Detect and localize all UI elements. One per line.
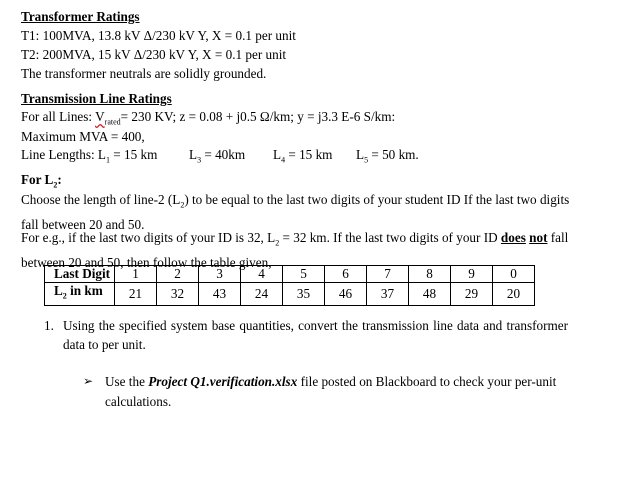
digit-cell: 0 [493,266,535,283]
v-rated: $V_{rated}$ [95,109,121,127]
length-cell: 29 [451,283,493,306]
lengths-label: Line Lengths: [21,147,98,162]
file-name: Project Q1.verification.xlsx [148,374,298,389]
length-cell: 32 [157,283,199,306]
table-row-digits [45,266,535,283]
digit-cell: 9 [451,266,493,283]
transformer-heading: Transformer Ratings [21,9,140,24]
line-lengths [21,147,157,165]
row-label-last-digit: Last Digit [45,266,115,283]
transformer-note: The transformer neutrals are solidly grounded. [21,66,267,81]
length-cell: 48 [409,283,451,306]
line-heading: Transmission Line Ratings [21,91,172,106]
l3: $L_3 = 40km$ [189,147,246,165]
digit-cell: 5 [283,266,325,283]
question-number: 1. [44,318,54,333]
l1: $L_1 = 15$ km [97,147,158,165]
transformer-t2: T2: 200MVA, 15 kV Δ/230 kV Y, X = 0.1 per unit [21,47,287,62]
line-all-prefix: For all Lines: [21,109,96,124]
length-cell: 43 [199,283,241,306]
length-cell: 24 [241,283,283,306]
length-cell: 21 [115,283,157,306]
digit-cell: 3 [199,266,241,283]
question-text: Using the specified system base quantities, convert the transmission line data and transformer data to per unit. [63,318,568,352]
l5: $L_5 = 50$ km. [356,147,419,165]
l2-paragraph-2: For e.g., if the last two digits of your ID is 32, $L_2 = 32$ km. If the last two digits of your ID does not fall between 20 and 50, then follow the table given, [21,230,569,270]
digit-cell: 6 [325,266,367,283]
digit-cell: 2 [157,266,199,283]
line-all-rest: = 230 KV; z = 0.08 + j0.5 Ω/km; y = j3.3 E-6 S/km: [120,109,396,124]
length-cell: 37 [367,283,409,306]
length-cell: 46 [325,283,367,306]
row-label-l2: $L_2$ in km [45,283,115,306]
length-cell: 35 [283,283,325,306]
lookup-table [44,265,535,306]
digit-cell: 7 [367,266,409,283]
line-max-mva: Maximum MVA = 400, [21,129,145,144]
digit-cell: 1 [115,266,157,283]
bullet-text: Use the Project Q1.verification.xlsx file posted on Blackboard to check your per-unit calculations. [105,374,557,409]
digit-cell: 8 [409,266,451,283]
l2-heading: For $L_2$: [21,172,62,190]
line-all [21,109,395,127]
arrow-bullet-icon: ➢ [83,374,94,388]
table-row-lengths [45,283,535,306]
digit-cell: 4 [241,266,283,283]
l2-paragraph-1: Choose the length of line-2 $(L_2)$ to be equal to the last two digits of your student ID If the last two digits fall between 20 and 50. [21,192,570,232]
transformer-t1: T1: 100MVA, 13.8 kV Δ/230 kV Y, X = 0.1 per unit [21,28,296,43]
length-cell: 20 [493,283,535,306]
l4: $L_4 = 15$ km [273,147,333,165]
